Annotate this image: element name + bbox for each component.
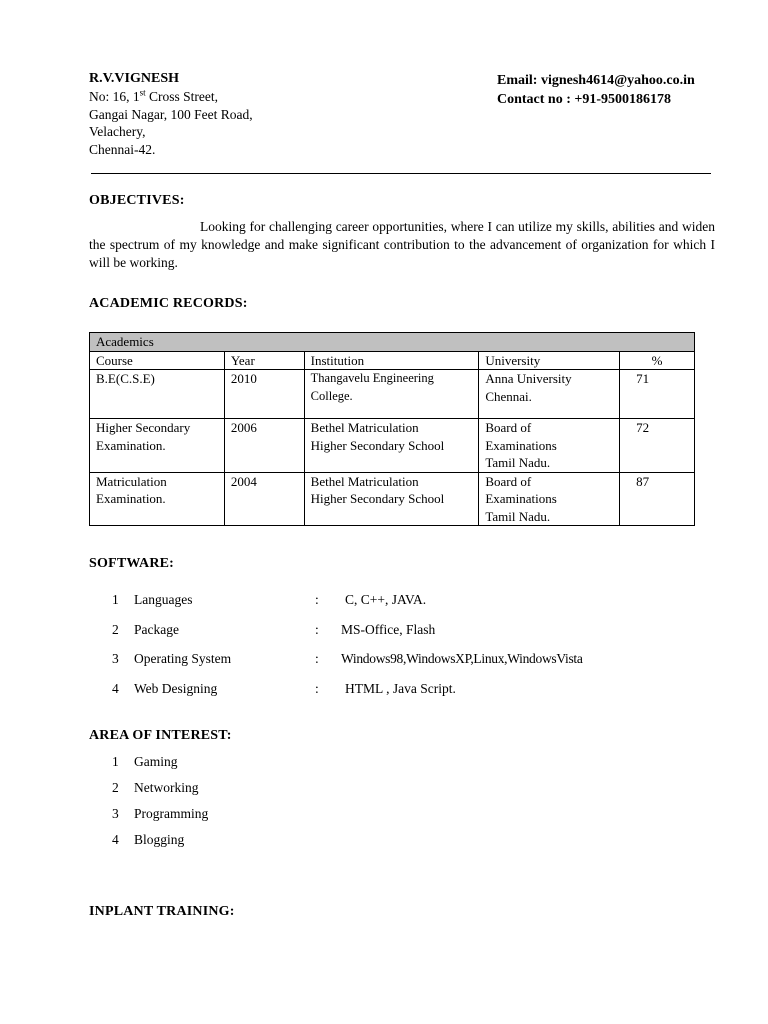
percent-cell: 87 <box>620 472 695 526</box>
email-line: Email: vignesh4614@yahoo.co.in <box>497 73 695 88</box>
column-header: Institution <box>304 351 479 370</box>
university-cell: Board of Examinations Tamil Nadu. <box>479 419 620 473</box>
course-cell: Matriculation Examination. <box>90 472 225 526</box>
phone-line: Contact no : +91-9500186178 <box>497 92 672 107</box>
column-header: Course <box>90 351 225 370</box>
address-line-2: Gangai Nagar, 100 Feet Road, <box>89 106 253 122</box>
column-header: % <box>620 351 695 370</box>
inplant-heading: INPLANT TRAINING: <box>89 904 235 919</box>
table-row <box>90 419 695 473</box>
address-line-4: Chennai-42. <box>89 141 156 157</box>
year-cell: 2006 <box>224 419 304 473</box>
software-heading: SOFTWARE: <box>89 556 175 571</box>
institution-cell: Bethel Matriculation Higher Secondary School <box>304 419 479 473</box>
university-cell: Anna University Chennai. <box>479 370 620 419</box>
column-header: University <box>479 351 620 370</box>
table-header-row <box>90 351 695 370</box>
column-header: Year <box>224 351 304 370</box>
percent-cell: 72 <box>620 419 695 473</box>
table-row <box>90 370 695 419</box>
address-line-3: Velachery, <box>89 124 146 139</box>
academic-table <box>89 332 695 526</box>
interest-heading: AREA OF INTEREST: <box>89 728 232 743</box>
percent-cell: 71 <box>620 370 695 419</box>
objectives-text: Looking for challenging career opportunities, where I can utilize my skills, abilities and widen the spectrum of my knowledge and make significant contribution to the advancement of organization for which I will be working. <box>89 219 715 270</box>
address-line-1: No: 16, 1st Cross Street, <box>89 87 219 104</box>
institution-cell: Thangavelu Engineering College. <box>304 370 479 419</box>
candidate-name: R.V.VIGNESH <box>89 71 179 86</box>
table-caption: Academics <box>90 333 695 352</box>
objectives-heading: OBJECTIVES: <box>89 193 185 208</box>
table-row <box>90 472 695 526</box>
table-caption-row <box>90 333 695 352</box>
university-cell: Board of Examinations Tamil Nadu. <box>479 472 620 526</box>
contact-block <box>497 71 695 109</box>
course-cell: Higher Secondary Examination. <box>90 419 225 473</box>
institution-cell: Bethel Matriculation Higher Secondary School <box>304 472 479 526</box>
course-cell: B.E(C.S.E) <box>90 370 225 419</box>
header-divider <box>91 173 711 174</box>
year-cell: 2010 <box>224 370 304 419</box>
postal-address <box>89 88 253 158</box>
year-cell: 2004 <box>224 472 304 526</box>
academic-heading: ACADEMIC RECORDS: <box>89 296 248 311</box>
